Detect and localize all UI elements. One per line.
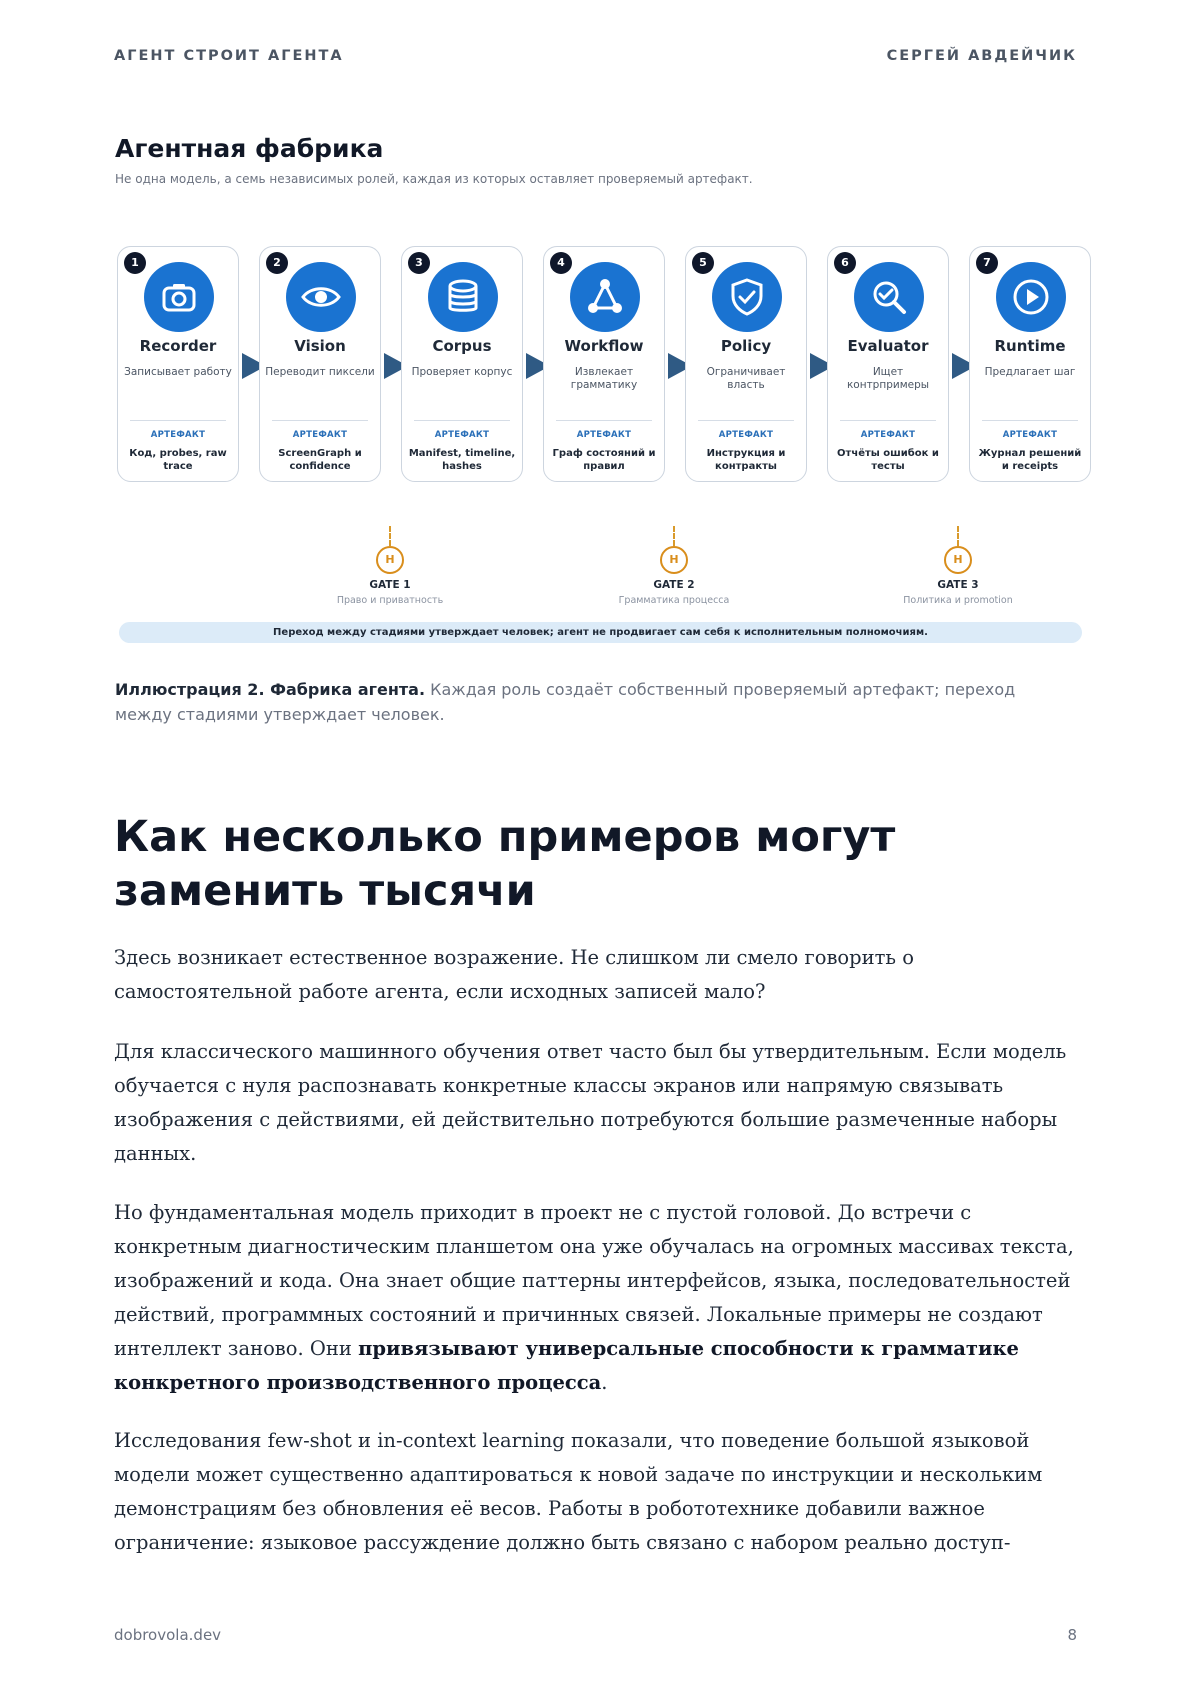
artifact-label: АРТЕФАКТ xyxy=(718,430,774,440)
stage-card-runtime xyxy=(969,246,1091,482)
running-head-author: СЕРГЕЙ АВДЕЙЧИК xyxy=(886,48,1077,64)
step-number: 5 xyxy=(692,252,714,274)
footer-site-link[interactable]: dobrovola.dev xyxy=(114,1626,222,1644)
stage-description: Ищет контрпримеры xyxy=(846,366,930,391)
step-number: 7 xyxy=(976,252,998,274)
gate-name: GATE 2 xyxy=(653,579,695,591)
paragraph-3 xyxy=(114,1196,1084,1400)
figure-title: Агентная фабрика xyxy=(115,134,384,163)
divider xyxy=(840,420,936,421)
divider xyxy=(414,420,510,421)
section-heading: Как несколько примеров могут заменить тысячи xyxy=(114,812,896,916)
graph-icon xyxy=(570,262,640,332)
human-gate-2 xyxy=(574,526,774,606)
stage-description: Записывает работу xyxy=(124,366,232,378)
gate-name: GATE 1 xyxy=(369,579,411,591)
paragraph-3-emphasis: привязывают универсальные способности к грамматике конкретного производственного процесса xyxy=(114,1337,1019,1394)
figure-caption xyxy=(115,677,1075,727)
human-approval-icon: H xyxy=(944,546,972,574)
gate-description: Грамматика процесса xyxy=(618,595,730,606)
human-gate-1 xyxy=(290,526,490,606)
caption-label: Иллюстрация 2. Фабрика агента. xyxy=(115,680,426,699)
stage-card-policy xyxy=(685,246,807,482)
gate-connector xyxy=(389,526,391,546)
divider xyxy=(130,420,226,421)
step-number: 3 xyxy=(408,252,430,274)
paragraph-3-text: Но фундаментальная модель приходит в проект не с пустой головой. До встречи с конкретным диагностическим планшетом она уже обучалась на огромных массивах текста, изображений и кода. Она знает общие паттерны интерфейсов, языка, последовательностей действий, программных состояний и причинных связей. Локальные примеры не создают интеллект заново. Они xyxy=(114,1201,1074,1360)
stage-name: Evaluator xyxy=(847,337,929,355)
camera-icon xyxy=(144,262,214,332)
stage-name: Runtime xyxy=(994,337,1066,355)
caption-text: Каждая роль создаёт собственный проверяемый артефакт; переход между стадиями утверждает человек. xyxy=(115,680,1016,724)
artifact-text: Граф состояний и правил xyxy=(552,448,656,472)
stage-card-corpus xyxy=(401,246,523,482)
figure-subtitle: Не одна модель, а семь независимых ролей, каждая из которых оставляет проверяемый артефакт. xyxy=(115,172,753,186)
gate-connector xyxy=(957,526,959,546)
paragraph-3-end: . xyxy=(601,1371,608,1394)
artifact-text: Код, probes, raw trace xyxy=(129,448,227,472)
divider xyxy=(982,420,1078,421)
approval-note-bar: Переход между стадиями утверждает человек; агент не продвигает сам себя к исполнительным полномочиям. xyxy=(119,622,1082,643)
stage-description: Предлагает шаг xyxy=(984,366,1076,378)
database-icon xyxy=(428,262,498,332)
paragraph-2: Для классического машинного обучения ответ часто был бы утвердительным. Если модель обучается с нуля распознавать конкретные классы экранов или напрямую связывать изображения с действиями, ей действительно потребуются большие размеченные наборы данных. xyxy=(114,1040,1067,1165)
page-number: 8 xyxy=(1067,1626,1077,1644)
divider xyxy=(698,420,794,421)
running-head-title: АГЕНТ СТРОИТ АГЕНТА xyxy=(114,48,344,64)
artifact-label: АРТЕФАКТ xyxy=(150,430,206,440)
stage-name: Corpus xyxy=(432,337,492,355)
magnifier-check-icon xyxy=(854,262,924,332)
gate-description: Политика и promotion xyxy=(903,595,1013,606)
play-icon xyxy=(996,262,1066,332)
stage-name: Workflow xyxy=(564,337,644,355)
stage-card-recorder xyxy=(117,246,239,482)
stage-name: Vision xyxy=(294,337,346,355)
artifact-label: АРТЕФАКТ xyxy=(860,430,916,440)
artifact-label: АРТЕФАКТ xyxy=(434,430,490,440)
agent-factory-pipeline xyxy=(117,246,1093,486)
stage-description: Извлекает грамматику xyxy=(570,366,638,391)
artifact-label: АРТЕФАКТ xyxy=(576,430,632,440)
paragraph-4: Исследования few-shot и in-context learning показали, что поведение большой языковой модели может существенно адаптироваться к новой задаче по инструкции и нескольким демонстрациям без обновления её весов. Работы в робототехнике добавили важное ограничение: языковое рассуждение должно быть связано с набором реально доступ- xyxy=(114,1429,1043,1554)
stage-card-workflow xyxy=(543,246,665,482)
divider xyxy=(556,420,652,421)
gate-connector xyxy=(673,526,675,546)
step-number: 2 xyxy=(266,252,288,274)
shield-check-icon xyxy=(712,262,782,332)
step-number: 6 xyxy=(834,252,856,274)
human-approval-icon: H xyxy=(660,546,688,574)
artifact-text: Manifest, timeline, hashes xyxy=(408,448,516,472)
artifact-label: АРТЕФАКТ xyxy=(292,430,348,440)
stage-name: Policy xyxy=(720,337,772,355)
human-approval-icon: H xyxy=(376,546,404,574)
step-number: 4 xyxy=(550,252,572,274)
stage-card-evaluator xyxy=(827,246,949,482)
divider xyxy=(272,420,368,421)
artifact-label: АРТЕФАКТ xyxy=(1002,430,1058,440)
step-number: 1 xyxy=(124,252,146,274)
stage-description: Проверяет корпус xyxy=(411,366,513,378)
artifact-text: Инструкция и контракты xyxy=(706,448,786,472)
gate-description: Право и приватность xyxy=(336,595,444,606)
stage-name: Recorder xyxy=(139,337,217,355)
stage-description: Переводит пиксели xyxy=(265,366,375,378)
paragraph-1: Здесь возникает естественное возражение. Не слишком ли смело говорить о самостоятельной работе агента, если исходных записей мало? xyxy=(114,946,914,1003)
artifact-text: Журнал решений и receipts xyxy=(978,448,1082,472)
stage-description: Ограничивает власть xyxy=(706,366,786,391)
artifact-text: Отчёты ошибок и тесты xyxy=(837,448,939,472)
artifact-text: ScreenGraph и confidence xyxy=(278,448,362,472)
human-gate-3 xyxy=(858,526,1058,606)
gate-name: GATE 3 xyxy=(937,579,979,591)
eye-icon xyxy=(286,262,356,332)
stage-card-vision xyxy=(259,246,381,482)
